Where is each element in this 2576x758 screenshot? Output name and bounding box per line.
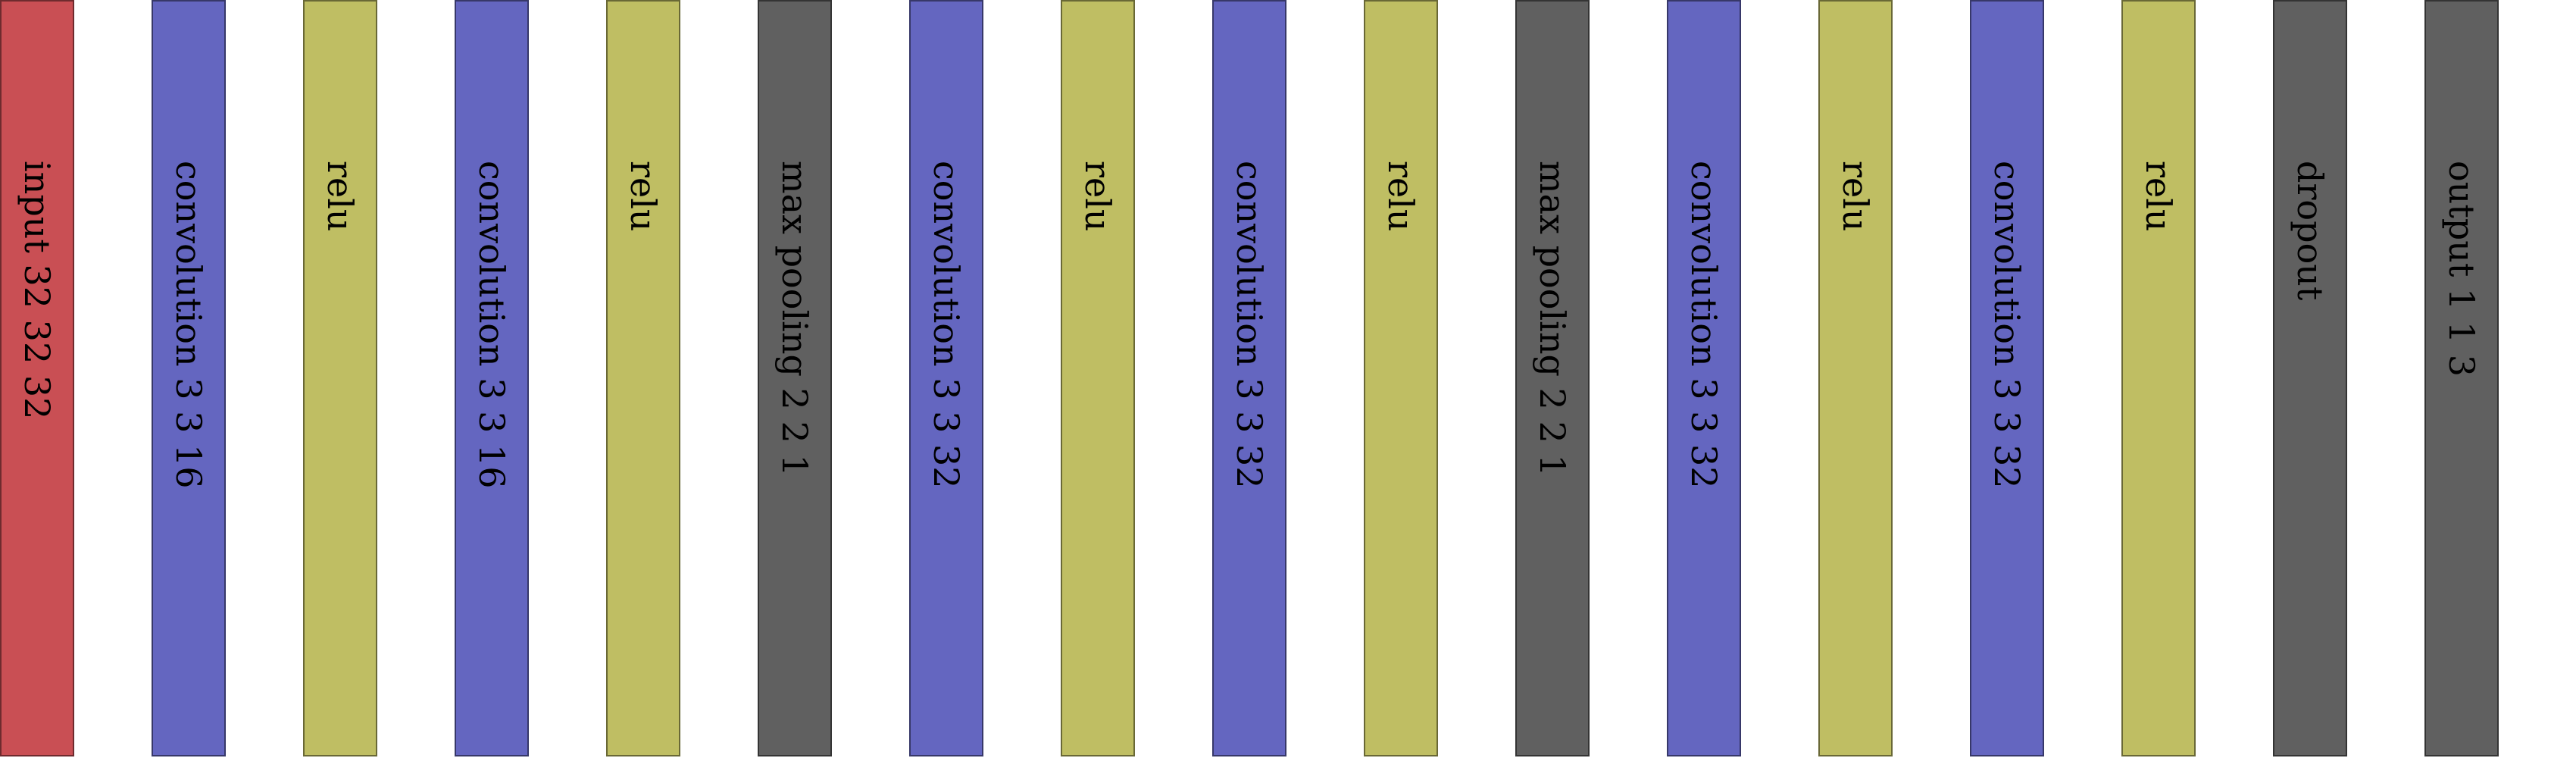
layer-relu-8: [1061, 0, 1135, 756]
layer-label: relu: [623, 161, 664, 232]
layer-convolution-9: [1212, 0, 1286, 756]
layer-label: relu: [1835, 161, 1876, 232]
layer-relu-13: [1818, 0, 1893, 756]
layer-relu-5: [606, 0, 680, 756]
layer-label: max pooling 2 2 1: [1532, 161, 1573, 477]
layer-relu-10: [1364, 0, 1438, 756]
layer-label: convolution 3 3 16: [471, 161, 512, 489]
layer-relu-3: [303, 0, 377, 756]
layer-relu-15: [2121, 0, 2196, 756]
layer-convolution-14: [1970, 0, 2044, 756]
layer-dropout-16: [2273, 0, 2347, 756]
layer-label: convolution 3 3 16: [168, 161, 209, 489]
layer-convolution-7: [909, 0, 983, 756]
layer-label: dropout: [2290, 161, 2331, 301]
layer-label: convolution 3 3 32: [1229, 161, 1270, 489]
layer-label: relu: [320, 161, 361, 232]
layer-label: relu: [1077, 161, 1118, 232]
layer-label: relu: [1380, 161, 1421, 232]
layer-label: convolution 3 3 32: [1683, 161, 1724, 489]
layer-convolution-4: [455, 0, 529, 756]
layer-convolution-12: [1667, 0, 1741, 756]
layer-output-17: [2424, 0, 2499, 756]
layer-input-1: [0, 0, 74, 756]
layer-label: max pooling 2 2 1: [774, 161, 815, 477]
layer-label: output 1 1 3: [2441, 161, 2482, 377]
layer-label: relu: [2138, 161, 2179, 232]
layer-pooling-6: [758, 0, 832, 756]
layer-pooling-11: [1515, 0, 1590, 756]
layer-label: input 32 32 32: [17, 161, 58, 420]
layer-convolution-2: [152, 0, 226, 756]
layer-label: convolution 3 3 32: [926, 161, 967, 489]
layer-label: convolution 3 3 32: [1987, 161, 2027, 489]
